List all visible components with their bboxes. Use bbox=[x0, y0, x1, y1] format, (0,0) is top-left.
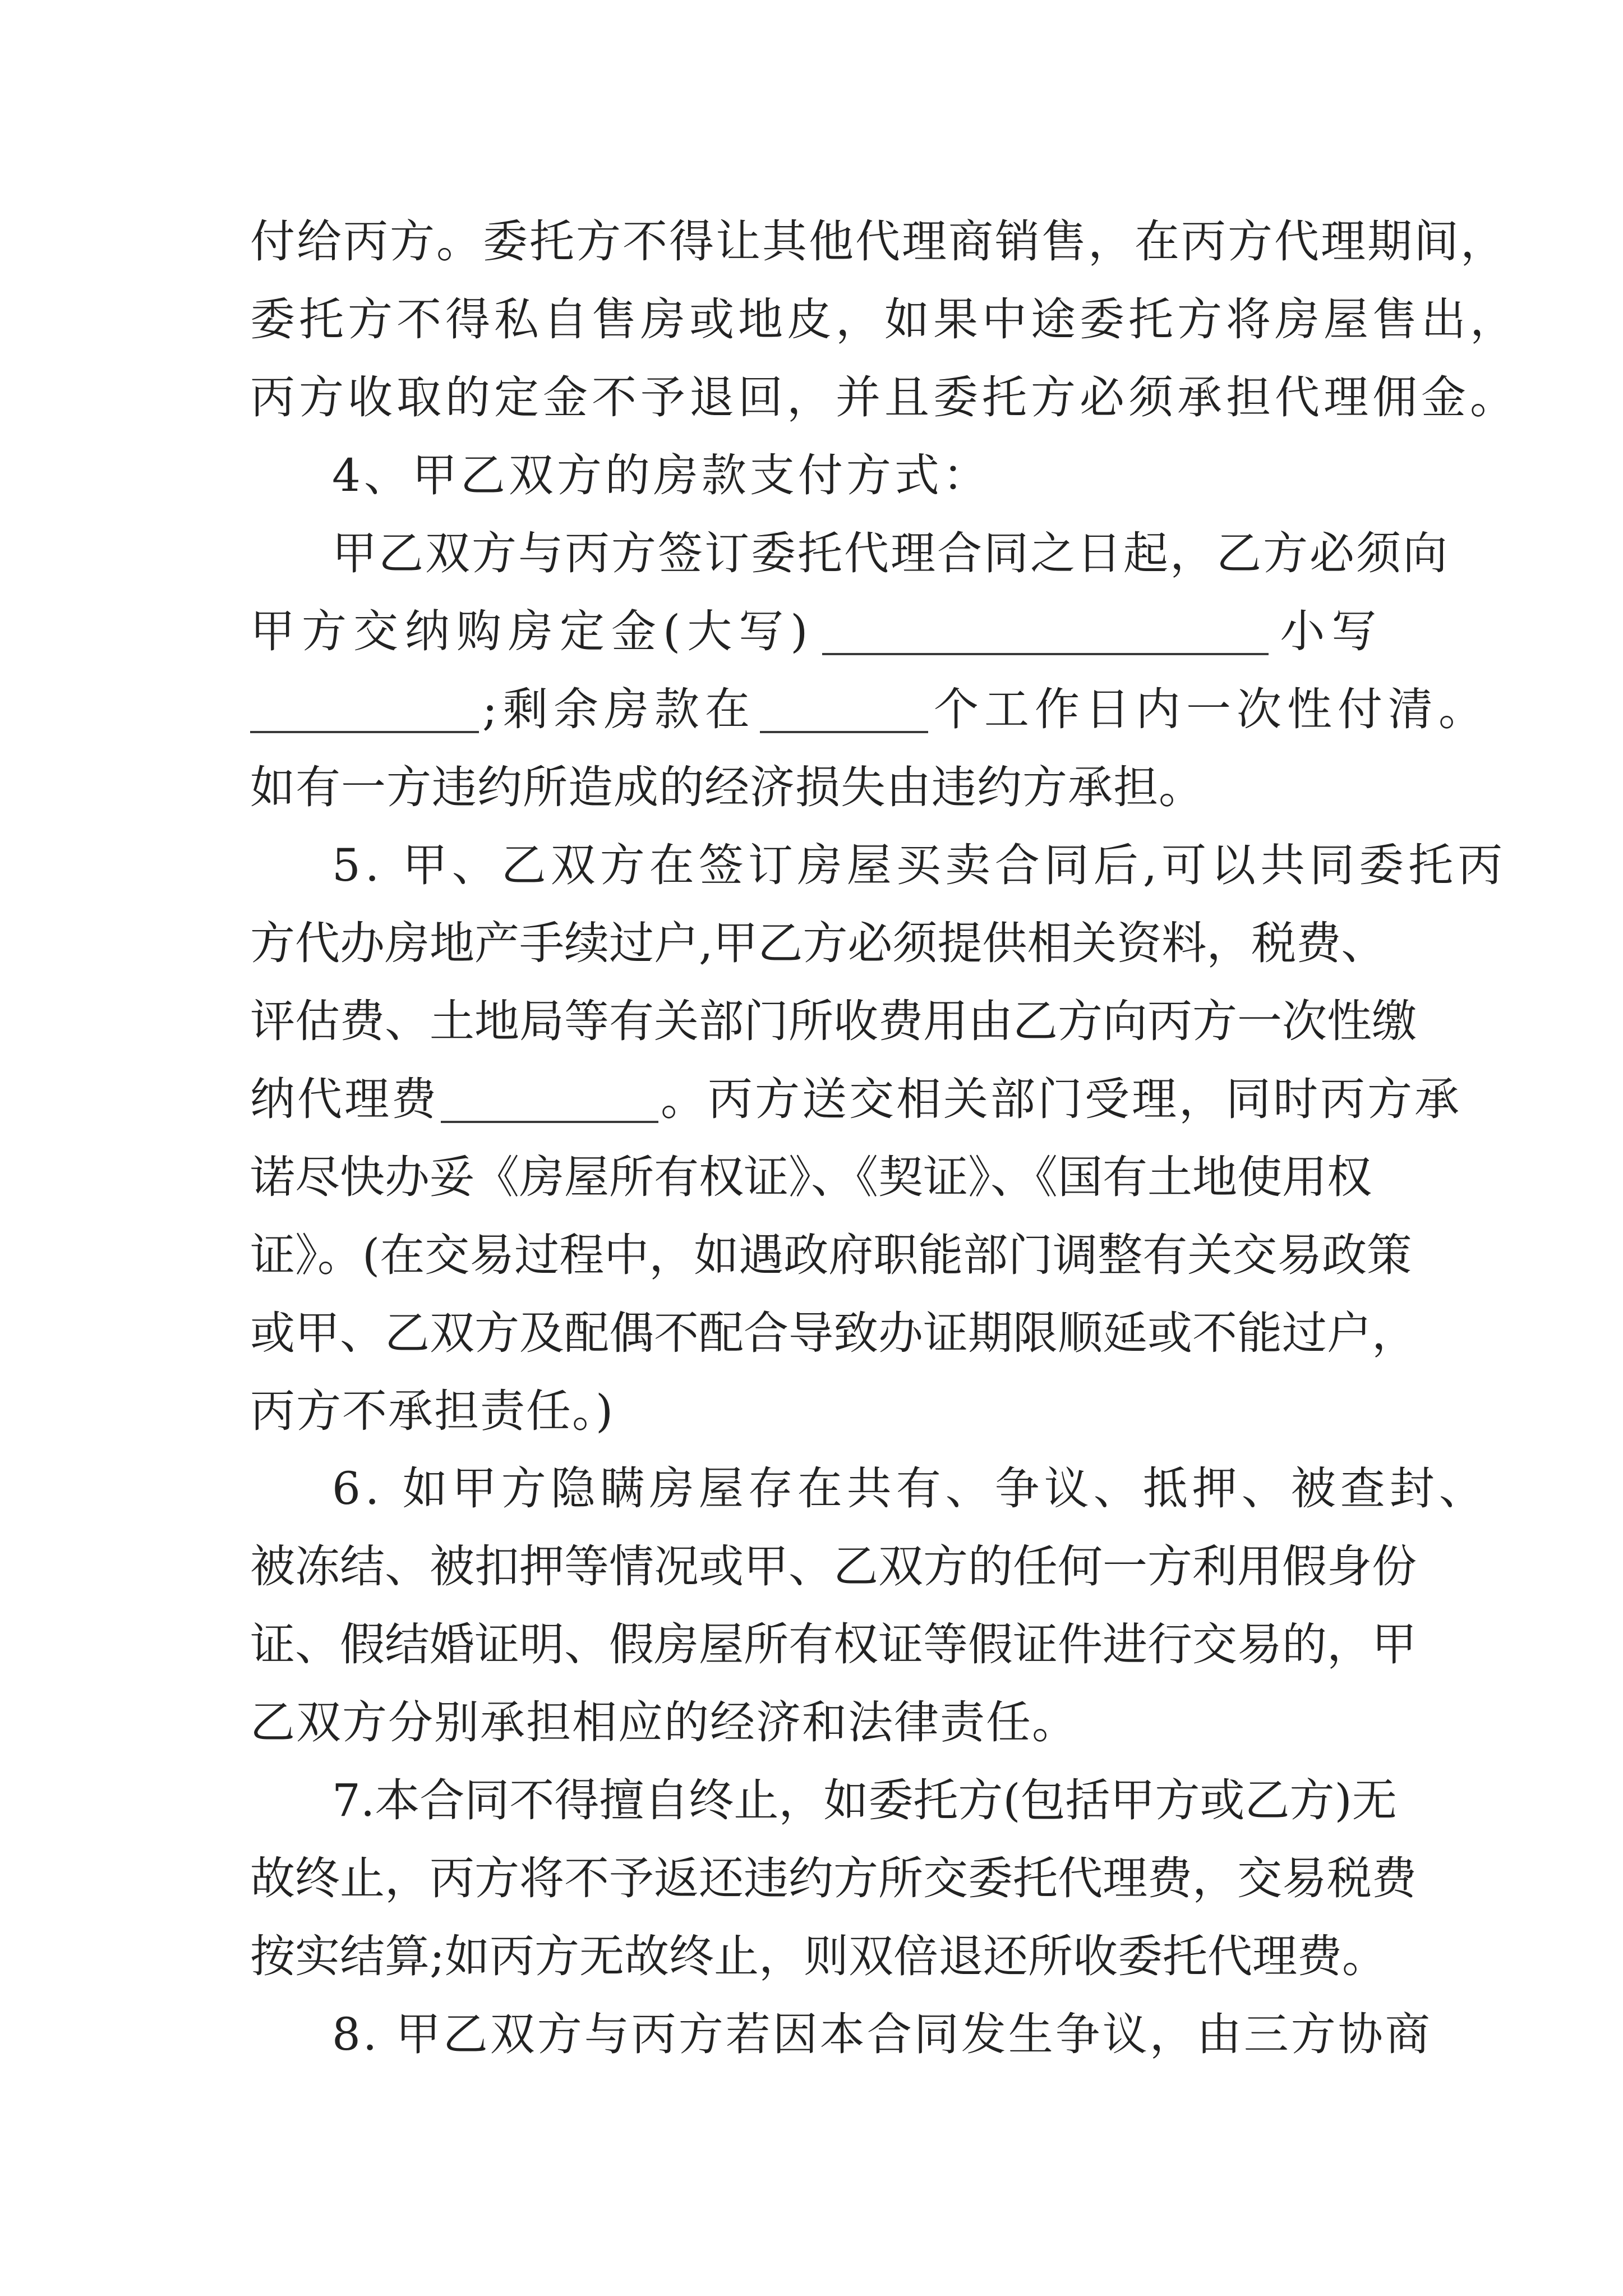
text-line bbox=[332, 1761, 1459, 1840]
line-text: 4、甲乙双方的房款支付方式： bbox=[332, 449, 991, 501]
text-line bbox=[332, 1995, 1459, 2074]
line-text: 诺尽快办妥《房屋所有权证》、《契证》、《国有土地使用权 bbox=[250, 1151, 1372, 1203]
line-text: 委托方不得私自售房或地皮，如果中途委托方将房屋售出， bbox=[250, 293, 1519, 346]
line-text: 丙方不承担责任。) bbox=[250, 1385, 615, 1437]
line-text: 小写 bbox=[1280, 605, 1384, 657]
text-line bbox=[250, 1138, 1377, 1217]
text-line bbox=[250, 1917, 1387, 1996]
deposit-uppercase-blank bbox=[822, 601, 1269, 655]
line-text: 证》。(在交易过程中，如遇政府职能部门调整有关交易政策 bbox=[250, 1229, 1412, 1281]
text-line bbox=[250, 1372, 1377, 1451]
line-text: 方代办房地产手续过户,甲乙方必须提供相关资料，税费、 bbox=[250, 917, 1386, 969]
line-text: 甲乙双方与丙方签订委托代理合同之日起，乙方必须向 bbox=[332, 527, 1449, 579]
line-text: 。丙方送交相关部门受理，同时丙方承 bbox=[661, 1073, 1461, 1125]
line-text: 甲方交纳购房定金(大写) bbox=[250, 605, 815, 657]
text-line bbox=[250, 592, 1384, 671]
text-line bbox=[250, 1216, 1412, 1295]
line-text: 付给丙方。委托方不得让其他代理商销售，在丙方代理期间， bbox=[250, 215, 1507, 268]
agency-fee-blank bbox=[441, 1069, 658, 1123]
line-text: 5. 甲、乙双方在签订房屋买卖合同后,可以共同委托丙 bbox=[332, 839, 1507, 891]
text-line bbox=[250, 982, 1417, 1061]
deposit-lowercase-blank bbox=[250, 679, 479, 733]
text-line bbox=[250, 904, 1386, 983]
line-text: ;剩余房款在 bbox=[482, 683, 755, 735]
line-text: 8. 甲乙双方与丙方若因本合同发生争议，由三方协商 bbox=[332, 2008, 1432, 2060]
text-line bbox=[250, 358, 1519, 437]
line-text: 证、假结婚证明、假房屋所有权证等假证件进行交易的，甲 bbox=[250, 1618, 1417, 1671]
line-text: 纳代理费 bbox=[250, 1073, 439, 1125]
text-line bbox=[250, 1605, 1417, 1684]
text-line bbox=[250, 1294, 1417, 1373]
line-text: 或甲、乙双方及配偶不配合导致办证期限顺延或不能过户， bbox=[250, 1307, 1417, 1359]
text-line bbox=[250, 670, 1489, 749]
text-line bbox=[250, 1527, 1417, 1606]
line-text: 乙双方分别承担相应的经济和法律责任。 bbox=[250, 1696, 1078, 1749]
text-line bbox=[250, 1839, 1417, 1918]
text-line bbox=[250, 748, 1377, 827]
payment-days-blank bbox=[760, 679, 928, 733]
line-text: 如有一方违约所造成的经济损失由违约方承担。 bbox=[250, 761, 1204, 813]
line-text: 个工作日内一次性付清。 bbox=[933, 683, 1489, 735]
text-line bbox=[332, 826, 1507, 905]
text-line bbox=[250, 280, 1519, 359]
text-line bbox=[250, 1060, 1461, 1139]
text-line bbox=[332, 1450, 1488, 1528]
line-text: 故终止，丙方将不予返还违约方所交委托代理费，交易税费 bbox=[250, 1852, 1417, 1904]
line-text: 丙方收取的定金不予退回，并且委托方必须承担代理佣金。 bbox=[250, 371, 1519, 424]
text-line bbox=[332, 436, 1459, 515]
text-line bbox=[250, 1683, 1377, 1762]
line-text: 按实结算;如丙方无故终止，则双倍退还所收委托代理费。 bbox=[250, 1930, 1387, 1982]
line-text: 7.本合同不得擅自终止，如委托方(包括甲方或乙方)无 bbox=[332, 1774, 1397, 1826]
text-line bbox=[332, 514, 1459, 593]
line-text: 被冻结、被扣押等情况或甲、乙双方的任何一方利用假身份 bbox=[250, 1540, 1417, 1593]
text-line bbox=[250, 203, 1507, 281]
line-text: 评估费、土地局等有关部门所收费用由乙方向丙方一次性缴 bbox=[250, 995, 1417, 1047]
line-text: 6. 如甲方隐瞒房屋存在共有、争议、抵押、被查封、 bbox=[332, 1462, 1488, 1515]
